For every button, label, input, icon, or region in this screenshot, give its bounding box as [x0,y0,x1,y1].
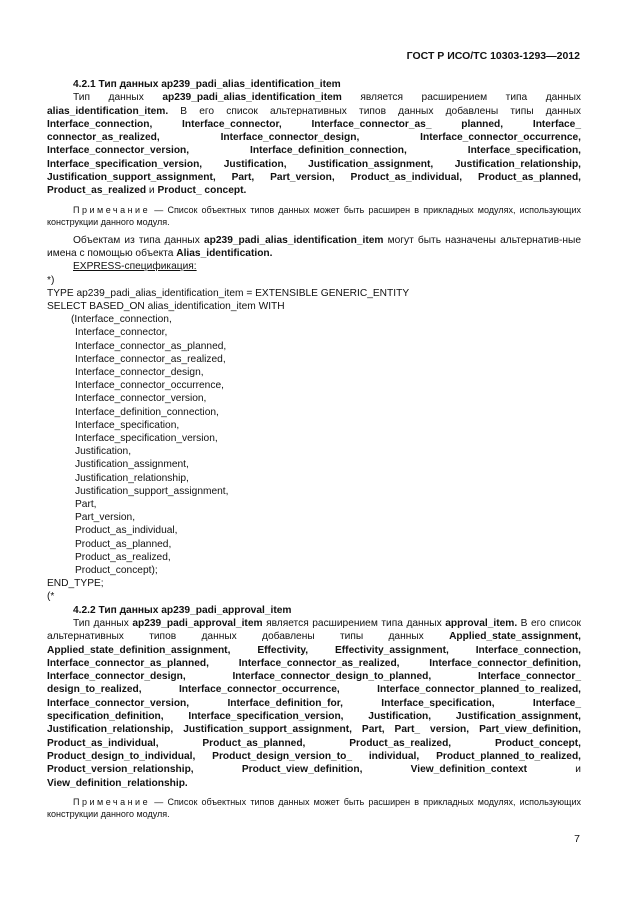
bold-term: Applied_state_assignment, Applied_state_definition_assignment, Effectivity, Effectivity_assignment, Interface_connection, Interface_connector_as_planned, Interface_connector_as_realized, Interface_connector_definition, Interface_connector_design, Interface_connector_design_to_planned, Interface_connector_ design_to_realized, Interface_connector_occurrence, Interface_connector_planned_to_realized, Interface_connector_version, Interface_definition_for, Interface_specification, Interface_ specification_definition, Interface_specification_version, Justification, Justification_assignment, Justification_relationship, Justification_support_assignment, Part, Part_ version, Part_view_definition, Product_as_individual, Product_as_planned, Product_as_realized, Product_concept, Product_design_to_individual, Product_design_version_to_ individual, Product_planned_to_realized, Product_version_relationship, Product_view_definition, View_definition_context [47,631,581,776]
express-code-block [47,274,581,604]
code-item-line: Interface_specification_version, [75,433,218,444]
section-paragraph [47,234,581,261]
paragraph-text: могут быть назначены альтернатив-ные имена с помощью объекта [47,234,581,259]
page-content [47,78,581,826]
code-item-line: Interface_connector_version, [75,393,207,405]
note-text: — Список объектных типов данных может быть расширен в прикладных модулях, использующих конструкции данного модуля. [47,796,581,819]
bold-term: Alias_identification. [176,247,273,259]
section-paragraph [47,91,581,197]
express-specification-label: EXPRESS-спецификация: [73,261,197,273]
bold-term: ap239_padi_approval_item [132,617,263,629]
section-paragraph [47,617,581,790]
code-item-line: Part_version, [75,512,136,524]
standard-header: ГОСТ Р ИСО/ТС 10303-1293—2012 [406,50,580,62]
bold-term: approval_item. [445,617,518,629]
page-number: 7 [574,833,580,845]
code-item-line: Interface_connector_design, [75,366,204,378]
code-item-list [47,313,581,577]
code-item-line: Part, [75,499,97,511]
code-item-line: Interface_connector, [75,327,168,339]
code-line: END_TYPE; [47,578,104,590]
note-label: Примечание [73,204,151,215]
code-line: (* [47,591,55,603]
code-item-line: Justification, [75,446,132,458]
paragraph-text: Тип данных [73,617,133,629]
bold-term: ap239_padi_alias_identification_item [162,92,342,104]
note-label: Примечание [73,796,151,807]
code-item-line: Product_as_realized, [75,551,171,563]
code-item-line: Product_concept); [75,565,158,577]
paragraph-text: и [146,185,158,197]
paragraph-text: В его список альтернативных типов данных добавлены типы данных [47,617,581,643]
note-paragraph [47,796,581,820]
code-line: SELECT BASED_ON alias_identification_item WITH [47,300,285,312]
code-item-line: Interface_connector_as_planned, [75,340,227,352]
paragraph-text: является расширением типа данных [262,617,446,629]
note-paragraph [47,204,581,228]
code-line: TYPE ap239_padi_alias_identification_item = EXTENSIBLE GENERIC_ENTITY [47,287,410,299]
paragraph-text: Тип данных [73,92,163,104]
note-text: — Список объектных типов данных может быть расширен в прикладных модулях, использующих конструкции данного модуля. [47,204,581,227]
code-item-line: Product_as_individual, [75,525,178,537]
bold-term: alias_identification_item. [47,105,169,117]
paragraph-text: является расширением типа данных [341,92,582,104]
bold-term: ap239_padi_alias_identification_item [203,234,384,246]
bold-term: View_definition_relationship. [47,777,188,789]
code-item-line: Justification_relationship, [75,472,189,484]
code-item-line: Justification_assignment, [75,459,189,471]
bold-term: Interface_connection, Interface_connector, Interface_connector_as_ planned, Interface_ connector_as_realized, Interface_connector_design, Interface_connector_occurrence, Interface_connector_version, Interface_definition_connection, Interface_specification, Interface_specification_version, Justification, Justification_assignment, Justification_relationship, Justification_support_assignment, Part, Part_version, Product_as_individual, Product_as_planned, Product_as_realized [47,118,581,197]
code-item-line: Product_as_planned, [75,538,172,550]
code-item-line: Justification_support_assignment, [75,485,229,497]
code-line: *) [47,274,55,286]
paragraph-text: и [527,764,581,776]
section-heading-alias-identification: 4.2.1 Тип данных ap239_padi_alias_identification_item [73,79,341,90]
section-heading-approval-item: 4.2.2 Тип данных ap239_padi_approval_item [73,604,292,616]
paragraph-text: Объектам из типа данных [73,234,204,246]
code-item-line: (Interface_connection, [71,314,172,326]
paragraph-text: В его список альтернативных типов данных добавлены типы данных [168,105,581,117]
code-item-line: Interface_specification, [75,419,180,431]
code-item-line: Interface_connector_occurrence, [75,380,224,392]
bold-term: Product_ concept. [157,185,247,197]
code-item-line: Interface_connector_as_realized, [75,353,226,365]
code-item-line: Interface_definition_connection, [75,406,219,418]
